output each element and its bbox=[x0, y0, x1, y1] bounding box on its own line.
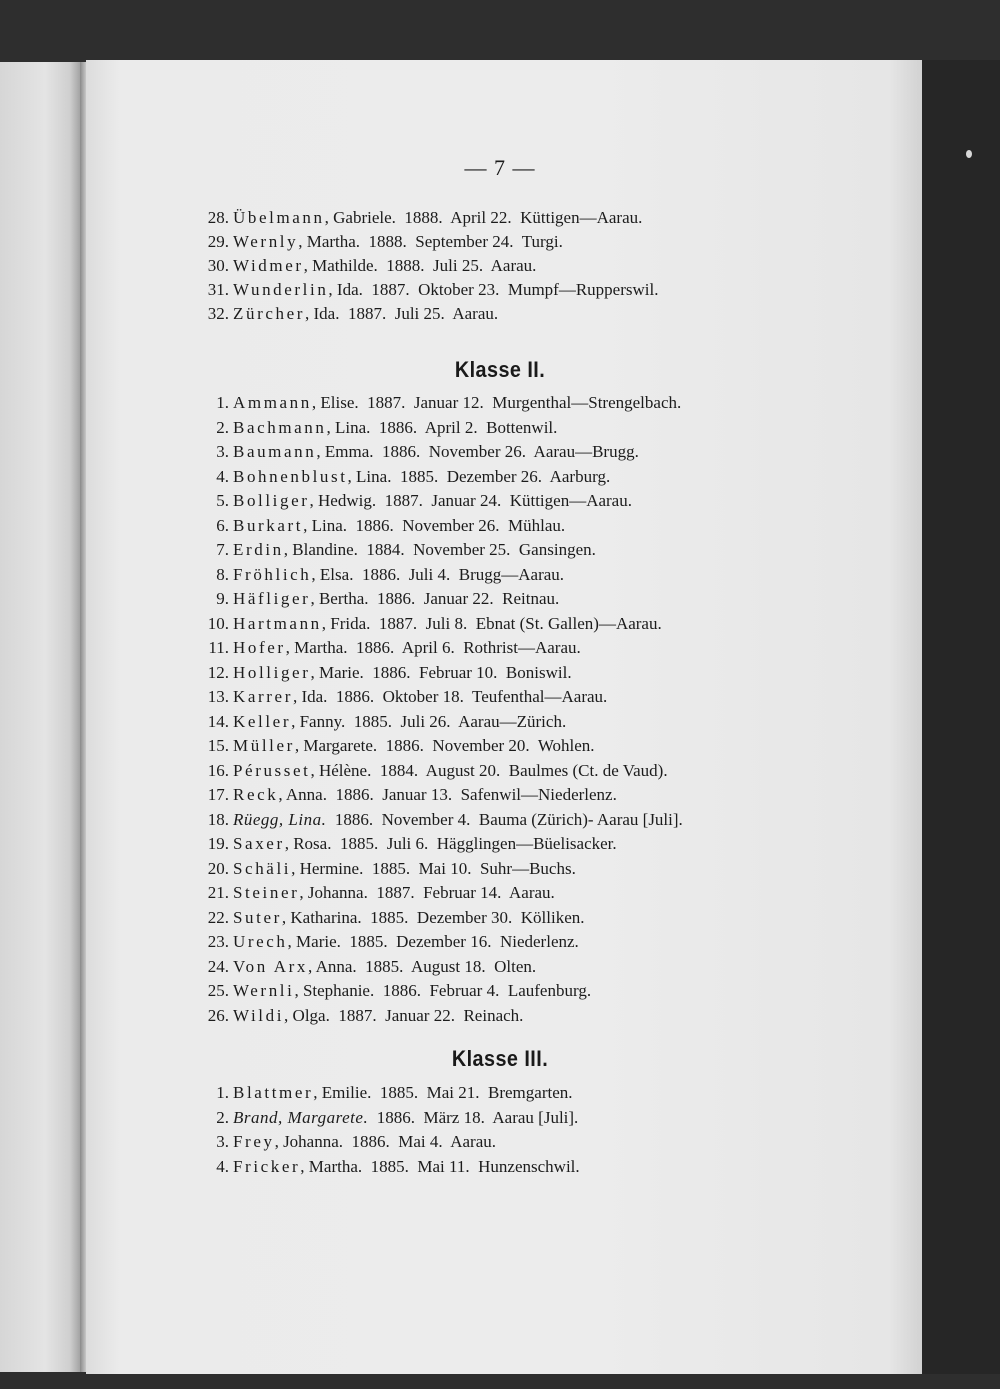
entry-details: , Frida. 1887. Juli 8. Ebnat (St. Gallen)—Aarau. bbox=[321, 613, 662, 633]
entry-number: 22. bbox=[207, 907, 229, 927]
entry-number: 28. bbox=[207, 208, 229, 227]
list-item bbox=[195, 734, 595, 758]
entry-details: 1886. November 4. Bauma (Zürich)- Aarau [Juli]. bbox=[326, 809, 683, 829]
entry-number: 4. bbox=[216, 1156, 229, 1176]
entry-surname: Karrer bbox=[233, 687, 293, 706]
entry-details: , Hedwig. 1887. Januar 24. Küttigen—Aarau. bbox=[309, 491, 632, 510]
entry-number: 16. bbox=[207, 760, 229, 780]
entry-number: 7. bbox=[216, 540, 229, 559]
entry-number: 2. bbox=[216, 1107, 229, 1127]
list-item bbox=[195, 563, 564, 587]
entry-number: 11. bbox=[208, 638, 229, 657]
entry-number: 4. bbox=[216, 466, 229, 486]
list-item bbox=[195, 391, 681, 415]
entry-surname: Wildi bbox=[233, 1005, 285, 1025]
entry-number: 10. bbox=[207, 613, 229, 633]
list-item bbox=[195, 661, 572, 685]
entry-surname: Brand, Margarete. bbox=[233, 1107, 369, 1127]
list-item bbox=[195, 514, 565, 538]
list-item bbox=[195, 685, 607, 709]
entry-number: 26. bbox=[207, 1005, 229, 1025]
entry-details: , Martha. 1885. Mai 11. Hunzenschwil. bbox=[300, 1156, 580, 1176]
entry-details: , Johanna. 1886. Mai 4. Aarau. bbox=[274, 1132, 496, 1151]
entry-details: , Fanny. 1885. Juli 26. Aarau—Zürich. bbox=[291, 711, 567, 731]
list-item bbox=[195, 832, 617, 856]
entry-details: , Emilie. 1885. Mai 21. Bremgarten. bbox=[313, 1083, 573, 1102]
entry-number: 9. bbox=[216, 589, 229, 608]
list-item bbox=[195, 1155, 580, 1179]
entry-number: 5. bbox=[216, 491, 229, 510]
list-item bbox=[195, 538, 596, 562]
entry-surname: Holliger bbox=[233, 662, 311, 682]
list-item bbox=[195, 979, 591, 1003]
facing-page-edge bbox=[0, 62, 82, 1372]
entry-details: , Emma. 1886. November 26. Aarau—Brugg. bbox=[316, 442, 639, 461]
entry-surname: Fröhlich bbox=[233, 564, 312, 584]
entry-number: 1. bbox=[216, 393, 229, 412]
entry-surname: Wernly bbox=[233, 232, 299, 252]
entry-details: , Gabriele. 1888. April 22. Küttigen—Aarau. bbox=[324, 208, 643, 227]
list-item bbox=[195, 1106, 578, 1130]
entry-surname: Häfliger bbox=[233, 589, 311, 608]
entry-number: 17. bbox=[207, 785, 229, 804]
list-item bbox=[195, 906, 585, 930]
list-item bbox=[195, 465, 610, 489]
entry-surname: Von Arx bbox=[233, 956, 309, 976]
entry-details: , Katharina. 1885. Dezember 30. Kölliken. bbox=[281, 907, 585, 927]
entry-surname: Reck bbox=[233, 785, 279, 804]
entry-number: 20. bbox=[207, 858, 229, 878]
entry-details: , Mathilde. 1888. Juli 25. Aarau. bbox=[303, 256, 537, 276]
entry-surname: Bachmann bbox=[233, 417, 327, 437]
list-item bbox=[195, 1130, 496, 1154]
entry-number: 14. bbox=[207, 711, 229, 731]
entry-surname: Blattmer bbox=[233, 1083, 314, 1102]
entry-surname: Keller bbox=[233, 711, 292, 731]
entry-number: 21. bbox=[207, 883, 229, 902]
entry-details: , Bertha. 1886. Januar 22. Reitnau. bbox=[310, 589, 560, 608]
entry-details: , Lina. 1886. April 2. Bottenwil. bbox=[326, 417, 558, 437]
list-item bbox=[195, 759, 668, 783]
list-item bbox=[195, 1004, 523, 1028]
entry-surname: Übelmann bbox=[233, 208, 325, 227]
list-item bbox=[195, 808, 683, 832]
list-item bbox=[195, 1081, 573, 1105]
entry-surname: Wunderlin bbox=[233, 280, 329, 300]
list-item bbox=[195, 955, 536, 979]
entry-number: 3. bbox=[216, 1132, 229, 1151]
entry-number: 24. bbox=[207, 956, 229, 976]
list-item bbox=[195, 857, 576, 881]
list-item bbox=[195, 254, 536, 278]
entry-number: 29. bbox=[207, 232, 229, 252]
entry-surname: Müller bbox=[233, 736, 295, 755]
list-item bbox=[195, 587, 559, 611]
entry-number: 2. bbox=[216, 417, 229, 437]
entry-number: 1. bbox=[216, 1083, 229, 1102]
list-item bbox=[195, 230, 563, 254]
entry-details: , Johanna. 1887. Februar 14. Aarau. bbox=[299, 883, 555, 902]
list-item bbox=[195, 930, 579, 954]
list-item bbox=[195, 440, 639, 464]
entry-details: , Lina. 1885. Dezember 26. Aarburg. bbox=[347, 466, 611, 486]
entry-number: 23. bbox=[207, 932, 229, 951]
entry-number: 18. bbox=[207, 809, 229, 829]
page-number: — 7 — bbox=[464, 155, 536, 180]
entry-details: , Olga. 1887. Januar 22. Reinach. bbox=[284, 1005, 524, 1025]
entry-number: 25. bbox=[207, 981, 229, 1000]
list-item bbox=[195, 416, 557, 440]
list-item bbox=[195, 636, 581, 660]
entry-details: , Ida. 1887. Juli 25. Aarau. bbox=[305, 304, 499, 324]
section-heading-klasse-3: Klasse III. bbox=[451, 1046, 549, 1071]
entry-details: , Marie. 1886. Februar 10. Boniswil. bbox=[310, 662, 572, 682]
entry-surname: Schäli bbox=[233, 858, 292, 878]
entry-number: 12. bbox=[207, 662, 229, 682]
entry-number: 6. bbox=[216, 515, 229, 535]
entry-number: 15. bbox=[207, 736, 229, 755]
entry-surname: Baumann bbox=[233, 442, 317, 461]
scan-border bbox=[922, 60, 1000, 1374]
entry-details: , Anna. 1885. August 18. Olten. bbox=[308, 956, 537, 976]
entry-number: 19. bbox=[207, 834, 229, 853]
entry-details: , Hélène. 1884. August 20. Baulmes (Ct. de Vaud). bbox=[310, 760, 668, 780]
entry-number: 3. bbox=[216, 442, 229, 461]
entry-number: 30. bbox=[207, 256, 229, 276]
list-item bbox=[195, 302, 498, 326]
entry-details: , Martha. 1888. September 24. Turgi. bbox=[298, 232, 563, 252]
entry-surname: Frey bbox=[233, 1132, 275, 1151]
entry-surname: Zürcher bbox=[233, 304, 305, 324]
entry-details: , Marie. 1885. Dezember 16. Niederlenz. bbox=[287, 932, 579, 951]
list-item bbox=[195, 710, 566, 734]
entry-surname: Ammann bbox=[233, 393, 312, 412]
list-item bbox=[195, 489, 632, 513]
list-item bbox=[195, 278, 658, 302]
entry-details: , Lina. 1886. November 26. Mühlau. bbox=[303, 515, 566, 535]
list-item bbox=[195, 783, 617, 807]
entry-details: , Elise. 1887. Januar 12. Murgenthal—Strengelbach. bbox=[311, 393, 682, 412]
entry-details: , Hermine. 1885. Mai 10. Suhr—Buchs. bbox=[291, 858, 576, 878]
entry-surname: Erdin bbox=[233, 540, 284, 559]
entry-number: 31. bbox=[207, 280, 229, 300]
list-item bbox=[195, 206, 642, 230]
entry-surname: Urech bbox=[233, 932, 288, 951]
section-heading-klasse-2: Klasse II. bbox=[454, 357, 546, 382]
entry-surname: Fricker bbox=[233, 1156, 301, 1176]
entry-details: , Stephanie. 1886. Februar 4. Laufenburg. bbox=[294, 981, 592, 1000]
entry-surname: Rüegg, Lina. bbox=[233, 809, 327, 829]
entry-details: , Ida. 1887. Oktober 23. Mumpf—Rupperswil. bbox=[328, 280, 659, 300]
entry-details: , Rosa. 1885. Juli 6. Hägglingen—Büelisacker. bbox=[284, 834, 617, 853]
entry-surname: Widmer bbox=[233, 256, 304, 276]
entry-number: 13. bbox=[207, 687, 229, 706]
entry-surname: Bohnenblust bbox=[233, 466, 348, 486]
entry-number: 32. bbox=[207, 304, 229, 324]
entry-details: 1886. März 18. Aarau [Juli]. bbox=[368, 1107, 579, 1127]
entry-surname: Steiner bbox=[233, 883, 300, 902]
entry-surname: Wernli bbox=[233, 981, 295, 1000]
entry-number: 8. bbox=[216, 564, 229, 584]
entry-details: , Blandine. 1884. November 25. Gansingen. bbox=[283, 540, 596, 559]
entry-surname: Hartmann bbox=[233, 613, 322, 633]
list-item bbox=[195, 612, 662, 636]
list-item bbox=[195, 881, 555, 905]
entry-surname: Bolliger bbox=[233, 491, 310, 510]
entry-surname: Burkart bbox=[233, 515, 304, 535]
entry-details: , Margarete. 1886. November 20. Wohlen. bbox=[294, 736, 595, 755]
entry-details: , Martha. 1886. April 6. Rothrist—Aarau. bbox=[285, 638, 581, 657]
entry-details: , Elsa. 1886. Juli 4. Brugg—Aarau. bbox=[311, 564, 565, 584]
entry-surname: Saxer bbox=[233, 834, 285, 853]
entry-details: , Anna. 1886. Januar 13. Safenwil—Niederlenz. bbox=[278, 785, 617, 804]
entry-surname: Suter bbox=[233, 907, 282, 927]
entry-details: , Ida. 1886. Oktober 18. Teufenthal—Aarau. bbox=[292, 687, 608, 706]
entry-surname: Pérusset bbox=[233, 760, 311, 780]
entry-surname: Hofer bbox=[233, 638, 286, 657]
